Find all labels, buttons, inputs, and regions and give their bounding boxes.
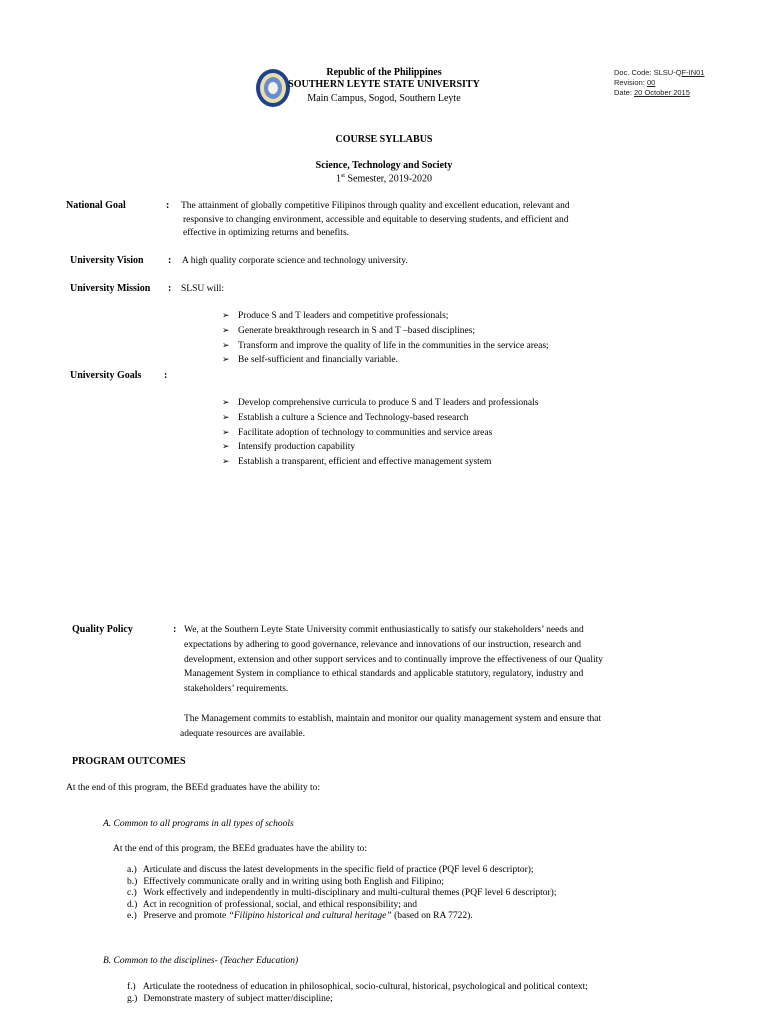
doc-control-block: Doc. Code: SLSU-QF-IN01 Revision: 00 Date: 20 October 2015	[614, 68, 705, 97]
quality-policy-text: We, at the Southern Leyte State University commit enthusiastically to satisfy our stakeholders’ needs and expectations by adhering to good governance, relevance and innovations of our instruction, research and development, extension and other support services and to continually improve the effectiveness of our Quality Management System in compliance to ethical standards and applicable statutory, regulatory, industry and stakeholders’ requirements.	[184, 625, 604, 695]
goals-list	[222, 396, 692, 470]
list-item: ➢ Establish a transparent, efficient and effective management system	[222, 455, 692, 470]
program-outcomes-heading: PROGRAM OUTCOMES	[72, 756, 186, 767]
list-item: d.) Act in recognition of professional, social, and ethical responsibility; and	[127, 899, 417, 910]
mission-colon: :	[168, 283, 172, 294]
mission-label: University Mission	[70, 283, 151, 294]
header-university: SOUTHERN LEYTE STATE UNIVERSITY	[288, 79, 480, 90]
section-a-intro: At the end of this program, the BEEd graduates have the ability to:	[113, 844, 368, 854]
list-item: ➢ Transform and improve the quality of life in the communities in the service areas;	[222, 339, 692, 354]
list-item: g.) Demonstrate mastery of subject matter/discipline;	[127, 993, 333, 1004]
vision-label: University Vision	[70, 255, 144, 266]
syllabus-title: COURSE SYLLABUS	[335, 134, 433, 145]
list-item: ➢ Intensify production capability	[222, 440, 692, 455]
list-item: a.) Articulate and discuss the latest developments in the specific field of practice (PQF level 6 descriptor);	[127, 865, 534, 875]
list-item: f.) Articulate the rootedness of education in philosophical, socio-cultural, historical, psychological and political context;	[127, 982, 588, 992]
mission-intro: SLSU will:	[181, 284, 225, 294]
list-item: ➢ Be self-sufficient and financially variable.	[222, 353, 692, 368]
vision-colon: :	[168, 255, 172, 266]
list-item: e.) Preserve and promote “Filipino historical and cultural heritage” (based on RA 7722).	[127, 911, 473, 922]
list-item: c.) Work effectively and independently in multi-disciplinary and multi-cultural themes (PQF level 6 descriptor);	[127, 888, 557, 899]
list-item: ➢ Generate breakthrough research in S and T –based disciplines;	[222, 324, 692, 339]
section-a-list	[127, 865, 717, 923]
vision-text: A high quality corporate science and technology university.	[182, 256, 408, 266]
header-republic: Republic of the Philippines	[326, 67, 442, 78]
national-goal-label: National Goal	[66, 200, 126, 211]
quality-policy-colon: :	[173, 624, 177, 635]
course-title: Science, Technology and Society	[315, 160, 453, 171]
semester-line: 1st Semester, 2019-2020	[335, 173, 433, 185]
list-item: ➢ Facilitate adoption of technology to communities and service areas	[222, 426, 692, 441]
section-b-list	[127, 982, 727, 1005]
list-item: ➢ Produce S and T leaders and competitive professionals;	[222, 309, 692, 324]
header-campus: Main Campus, Sogod, Southern Leyte	[307, 93, 461, 104]
program-outcomes-intro: At the end of this program, the BEEd graduates have the ability to:	[66, 783, 321, 793]
quality-policy-label: Quality Policy	[72, 624, 133, 635]
list-item: ➢ Establish a culture a Science and Technology-based research	[222, 411, 692, 426]
national-goal-text: The attainment of globally competitive Filipinos through quality and excellent education, relevant and responsive to changing environment, accessible and equitable to deserving students, and efficient and effective in optimizing returns and benefits.	[181, 201, 570, 238]
goals-colon: :	[164, 370, 168, 381]
mission-list	[222, 309, 692, 368]
list-item: ➢ Develop comprehensive curricula to produce S and T leaders and professionals	[222, 396, 692, 411]
section-b-heading: B. Common to the disciplines- (Teacher Education)	[103, 956, 299, 966]
section-a-heading: A. Common to all programs in all types of schools	[103, 819, 294, 829]
national-goal-colon: :	[166, 200, 170, 211]
list-item: b.) Effectively communicate orally and in writing using both English and Filipino;	[127, 876, 444, 887]
goals-label: University Goals	[70, 370, 142, 381]
management-commitment: The Management commits to establish, maintain and monitor our quality management system and ensure that adequate resources are available.	[180, 714, 602, 739]
